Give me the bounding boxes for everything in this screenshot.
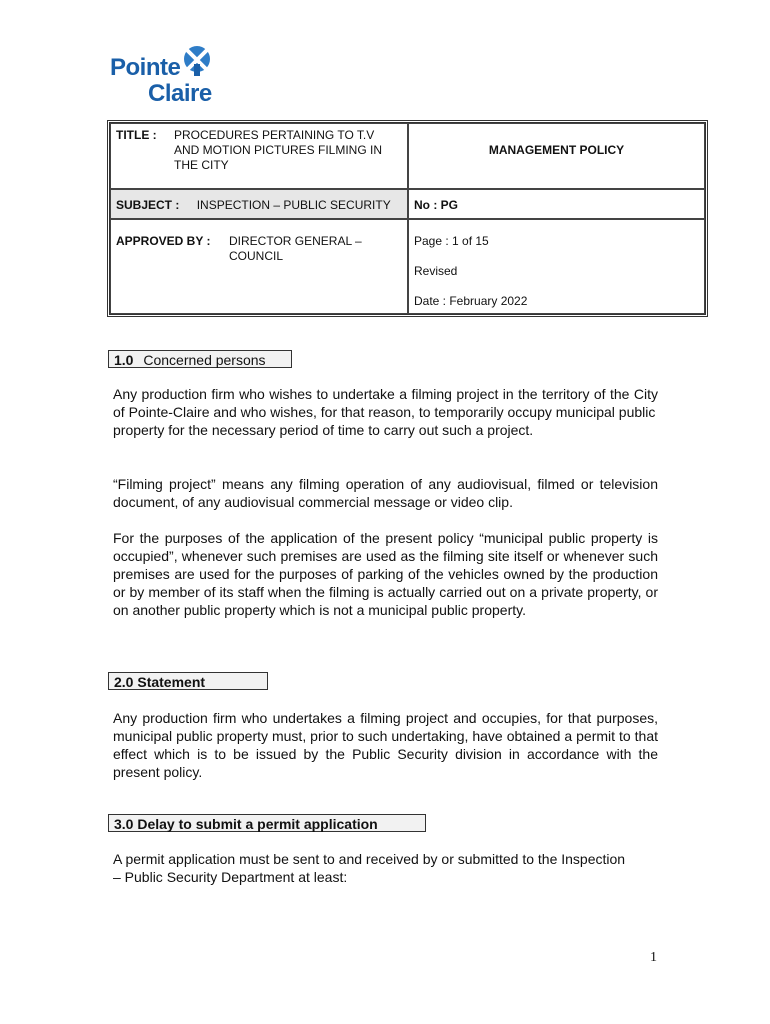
section-2-heading: 2.0 Statement	[108, 672, 268, 690]
section-3-paragraph-1: A permit application must be sent to and received by or submitted to the Inspection – Public Security Department at least:	[113, 851, 626, 885]
approved-value: DIRECTOR GENERAL – COUNCIL	[229, 234, 362, 263]
approved-label: APPROVED BY :	[116, 234, 211, 248]
subject-value: INSPECTION – PUBLIC SECURITY	[196, 198, 391, 212]
policy-number: No : PG	[414, 198, 458, 212]
section-1-paragraph-3: For the purposes of the application of the present policy “municipal public property is occupied”, whenever such premises are used as the filming site itself or whenever such premises are used for the purposes of parking of the vehicles owned by the production or by member of its staff when the filming is actually carried out on a private property, or on another public property which is not a municipal public property.	[113, 530, 658, 618]
page-count: Page : 1 of 15	[414, 234, 489, 248]
section-1-number: 1.0	[114, 352, 134, 368]
section-3-heading: 3.0 Delay to submit a permit application	[108, 814, 426, 832]
title-label: TITLE :	[116, 128, 157, 142]
policy-type: MANAGEMENT POLICY	[488, 143, 625, 157]
title-value: PROCEDURES PERTAINING TO T.V AND MOTION PICTURES FILMING IN THE CITY	[174, 128, 383, 172]
revised-label: Revised	[414, 264, 458, 278]
logo-text-line1: Pointe	[110, 54, 181, 81]
section-1-paragraph-1a: Any production firm who wishes to undertake a filming project in the territory of the City of Pointe-Claire and who wishes, for that reason, to temporarily occupy municipal public	[113, 386, 658, 420]
section-1-paragraph-1	[113, 385, 658, 439]
policy-date: Date : February 2022	[414, 294, 528, 308]
section-1-heading	[108, 350, 292, 368]
no-cell	[408, 189, 705, 219]
page-number: 1	[650, 950, 657, 965]
subject-cell	[110, 189, 408, 219]
approved-cell	[110, 219, 408, 314]
pointe-claire-logo	[110, 44, 214, 106]
section-1-paragraph-1b: property for the necessary period of time to carry out such a project.	[113, 422, 534, 438]
policy-type-cell	[408, 123, 705, 189]
policy-header-table	[107, 120, 708, 317]
logo-text-line2: Claire	[148, 80, 212, 107]
title-cell	[110, 123, 408, 189]
windmill-icon	[182, 44, 212, 78]
subject-label: SUBJECT :	[116, 198, 180, 212]
section-2-paragraph-1: Any production firm who undertakes a filming project and occupies, for that purposes, municipal public property must, prior to such undertaking, have obtained a permit to that effect which is to be issued by the Public Security division in accordance with the present policy.	[113, 710, 658, 780]
section-1-title: Concerned persons	[143, 352, 266, 368]
section-1-paragraph-2: “Filming project” means any filming operation of any audiovisual, filmed or television document, of any audiovisual commercial message or video clip.	[113, 476, 658, 510]
page-info-cell	[408, 219, 705, 314]
